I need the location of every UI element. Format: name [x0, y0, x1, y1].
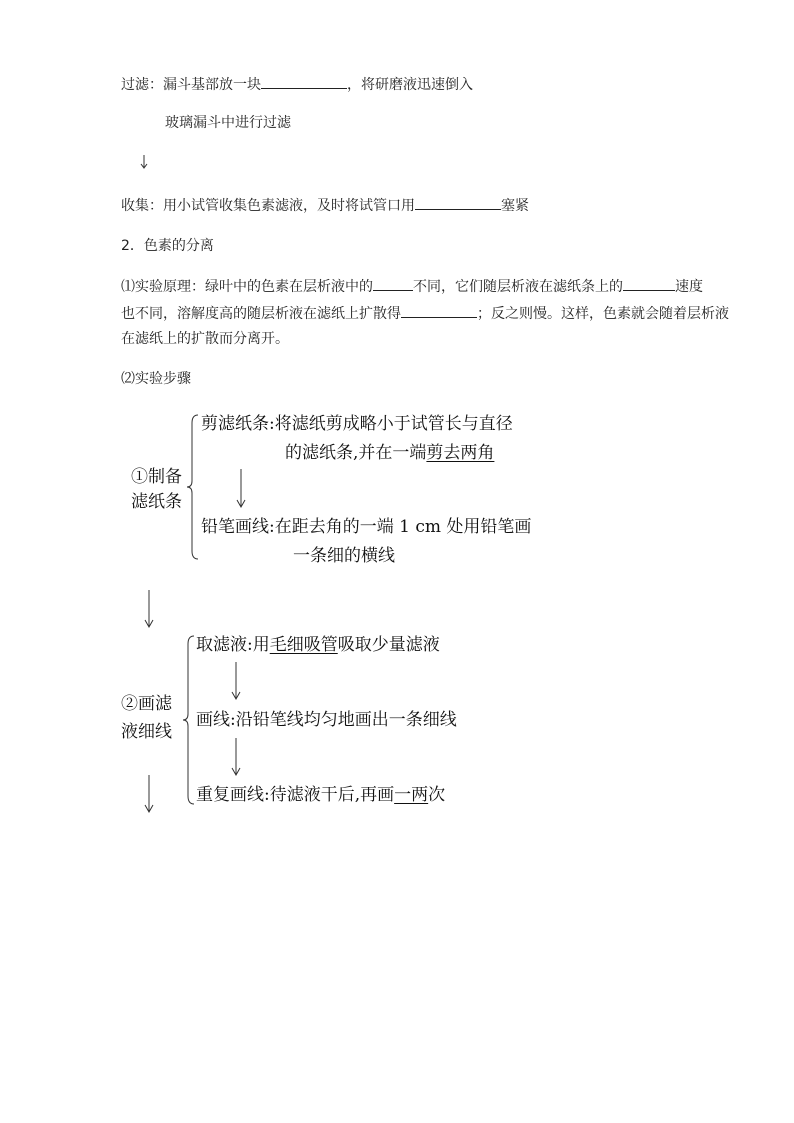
down-arrow-icon	[139, 154, 149, 170]
principle-text-1: ⑴实验原理：绿叶中的色素在层析液中的	[121, 279, 373, 295]
down-arrow-icon	[230, 662, 242, 702]
principle-text-4: 也不同，溶解度高的随层析液在滤纸上扩散得	[121, 306, 401, 322]
down-arrow-icon	[235, 469, 247, 509]
principle-line-1	[121, 276, 703, 296]
repeat-line	[196, 784, 445, 806]
take-text-a: 取滤液:用	[196, 635, 270, 655]
principle-line-3: 在滤纸上的扩散而分离开。	[121, 331, 289, 347]
cut-text: 的滤纸条,并在一端	[285, 443, 427, 463]
step1-label-2: 滤纸条	[131, 492, 182, 512]
repeat-times-text: 一两	[394, 785, 429, 805]
collect-prefix: 收集：用小试管收集色素滤液，及时将试管口用	[121, 198, 415, 214]
collect-line	[121, 195, 529, 215]
steps-title: ⑵实验步骤	[121, 371, 191, 387]
filtration-prefix: 过滤：漏斗基部放一块	[121, 77, 261, 93]
cut-line-b	[285, 442, 494, 464]
step2-label-1: ②画滤	[121, 694, 172, 714]
down-arrow-icon	[143, 590, 155, 630]
pencil-line-b: 一条细的横线	[293, 546, 395, 566]
collect-suffix: 塞紧	[501, 198, 529, 214]
blank-2	[415, 195, 501, 210]
cut-line-a: 剪滤纸条:将滤纸剪成略小于试管长与直径	[201, 414, 513, 434]
blank-4	[623, 276, 675, 291]
section-2-title: 2．色素的分离	[121, 238, 214, 254]
blank-5	[401, 303, 477, 318]
blank-3	[373, 276, 413, 291]
blank-1	[261, 74, 347, 89]
filtration-line	[121, 74, 473, 94]
principle-text-5: ；反之则慢。这样，色素就会随着层析液	[477, 306, 729, 322]
step1-label-1: ①制备	[131, 467, 182, 487]
filtration-cont: 玻璃漏斗中进行过滤	[165, 115, 291, 131]
principle-text-2: 不同，它们随层析液在滤纸条上的	[413, 279, 623, 295]
draw-line: 画线:沿铅笔线均匀地画出一条细线	[196, 710, 457, 730]
take-text-c: 吸取少量滤液	[337, 635, 440, 655]
filtration-suffix: ，将研磨液迅速倒入	[347, 77, 473, 93]
principle-line-2	[121, 303, 729, 323]
repeat-text-c: 次	[428, 785, 446, 805]
brace-icon	[186, 413, 200, 561]
step2-label-2: 液细线	[121, 722, 172, 742]
take-line	[196, 634, 440, 656]
pencil-line-a: 铅笔画线:在距去角的一端 1 cm 处用铅笔画	[201, 517, 532, 537]
capillary-text: 毛细吸管	[269, 635, 338, 655]
down-arrow-icon	[230, 738, 242, 778]
principle-text-3: 速度	[675, 279, 703, 295]
down-arrow-icon	[143, 775, 155, 815]
repeat-text-a: 重复画线:待滤液干后,再画	[196, 785, 395, 805]
cut-corners-text: 剪去两角	[426, 443, 495, 463]
brace-icon	[182, 634, 196, 806]
